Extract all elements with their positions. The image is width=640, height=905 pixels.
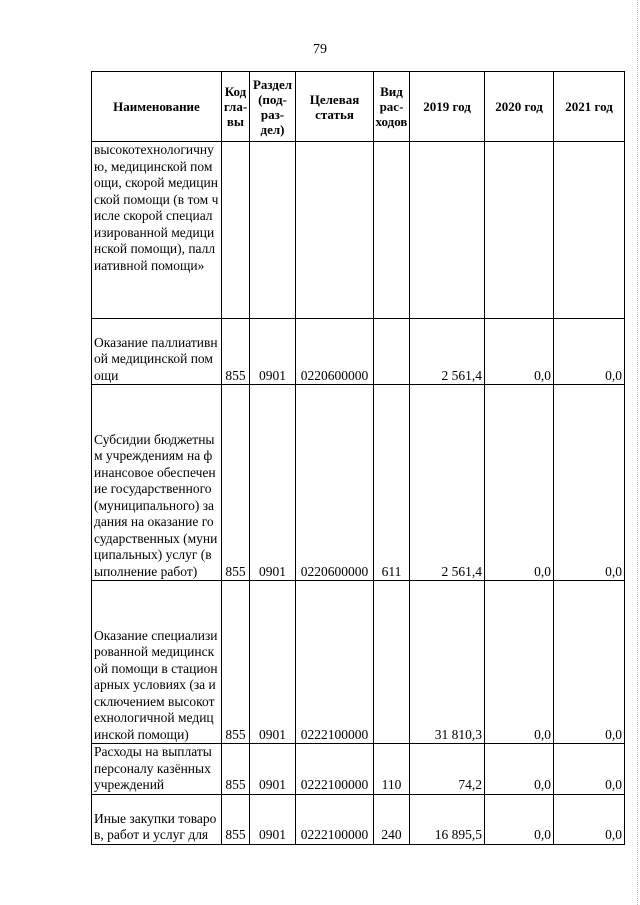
row-name: Оказание специализированной медицинской помощи в стационарных условиях (за исключением высокотехнологичной медицинской помощи) xyxy=(92,581,222,744)
row-chapter: 855 xyxy=(222,319,250,385)
page-number: 79 xyxy=(313,42,327,57)
row-chapter: 855 xyxy=(222,581,250,744)
row-2021: 0,0 xyxy=(554,319,625,385)
row-article xyxy=(296,142,374,319)
row-chapter: 855 xyxy=(222,744,250,795)
page-edge-divider xyxy=(636,0,638,905)
header-2020: 2020 год xyxy=(485,72,554,142)
row-2020: 0,0 xyxy=(485,319,554,385)
header-section: Раздел (под- раз- дел) xyxy=(250,72,296,142)
row-chapter xyxy=(222,142,250,319)
table-row xyxy=(92,581,625,744)
table-row xyxy=(92,794,625,844)
row-expense xyxy=(374,142,410,319)
row-2019: 2 561,4 xyxy=(410,385,485,581)
row-expense xyxy=(374,319,410,385)
row-article: 0220600000 xyxy=(296,319,374,385)
row-2020: 0,0 xyxy=(485,794,554,844)
header-2019: 2019 год xyxy=(410,72,485,142)
table-row xyxy=(92,744,625,795)
header-article: Целевая статья xyxy=(296,72,374,142)
row-article: 0222100000 xyxy=(296,581,374,744)
row-article: 0222100000 xyxy=(296,744,374,795)
row-name: Иные закупки товаров, работ и услуг для xyxy=(92,794,222,844)
header-name: Наименование xyxy=(92,72,222,142)
row-2021: 0,0 xyxy=(554,385,625,581)
row-chapter: 855 xyxy=(222,794,250,844)
row-name: высокотехнологичную, медицинской помощи, скорой медицинской помощи (в том числе скорой специализированной медицинской помощи), паллиативной помощи» xyxy=(92,142,222,319)
row-2019: 16 895,5 xyxy=(410,794,485,844)
header-expense: Вид рас- ходов xyxy=(374,72,410,142)
header-chapter: Код гла- вы xyxy=(222,72,250,142)
row-2020: 0,0 xyxy=(485,744,554,795)
row-expense: 110 xyxy=(374,744,410,795)
row-2021: 0,0 xyxy=(554,744,625,795)
budget-table xyxy=(91,71,625,845)
row-name: Оказание паллиативной медицинской помощи xyxy=(92,319,222,385)
row-2021: 0,0 xyxy=(554,794,625,844)
row-2019: 74,2 xyxy=(410,744,485,795)
row-2019 xyxy=(410,142,485,319)
row-section: 0901 xyxy=(250,319,296,385)
row-2021 xyxy=(554,142,625,319)
header-row xyxy=(92,72,625,142)
row-section: 0901 xyxy=(250,744,296,795)
row-expense: 240 xyxy=(374,794,410,844)
row-name: Расходы на выплаты персоналу казённых учреждений xyxy=(92,744,222,795)
row-section: 0901 xyxy=(250,794,296,844)
row-2021: 0,0 xyxy=(554,581,625,744)
row-2020: 0,0 xyxy=(485,581,554,744)
row-2019: 31 810,3 xyxy=(410,581,485,744)
row-2019: 2 561,4 xyxy=(410,319,485,385)
row-expense: 611 xyxy=(374,385,410,581)
row-expense xyxy=(374,581,410,744)
row-article: 0222100000 xyxy=(296,794,374,844)
table-row xyxy=(92,142,625,319)
table-row xyxy=(92,319,625,385)
header-2021: 2021 год xyxy=(554,72,625,142)
row-2020: 0,0 xyxy=(485,385,554,581)
row-article: 0220600000 xyxy=(296,385,374,581)
table-row xyxy=(92,385,625,581)
row-chapter: 855 xyxy=(222,385,250,581)
row-section: 0901 xyxy=(250,581,296,744)
row-section xyxy=(250,142,296,319)
row-2020 xyxy=(485,142,554,319)
row-name: Субсидии бюджетным учреждениям на финансовое обеспечение государственного (муниципального) задания на оказание государственных (муниципальных) услуг (выполнение работ) xyxy=(92,385,222,581)
row-section: 0901 xyxy=(250,385,296,581)
